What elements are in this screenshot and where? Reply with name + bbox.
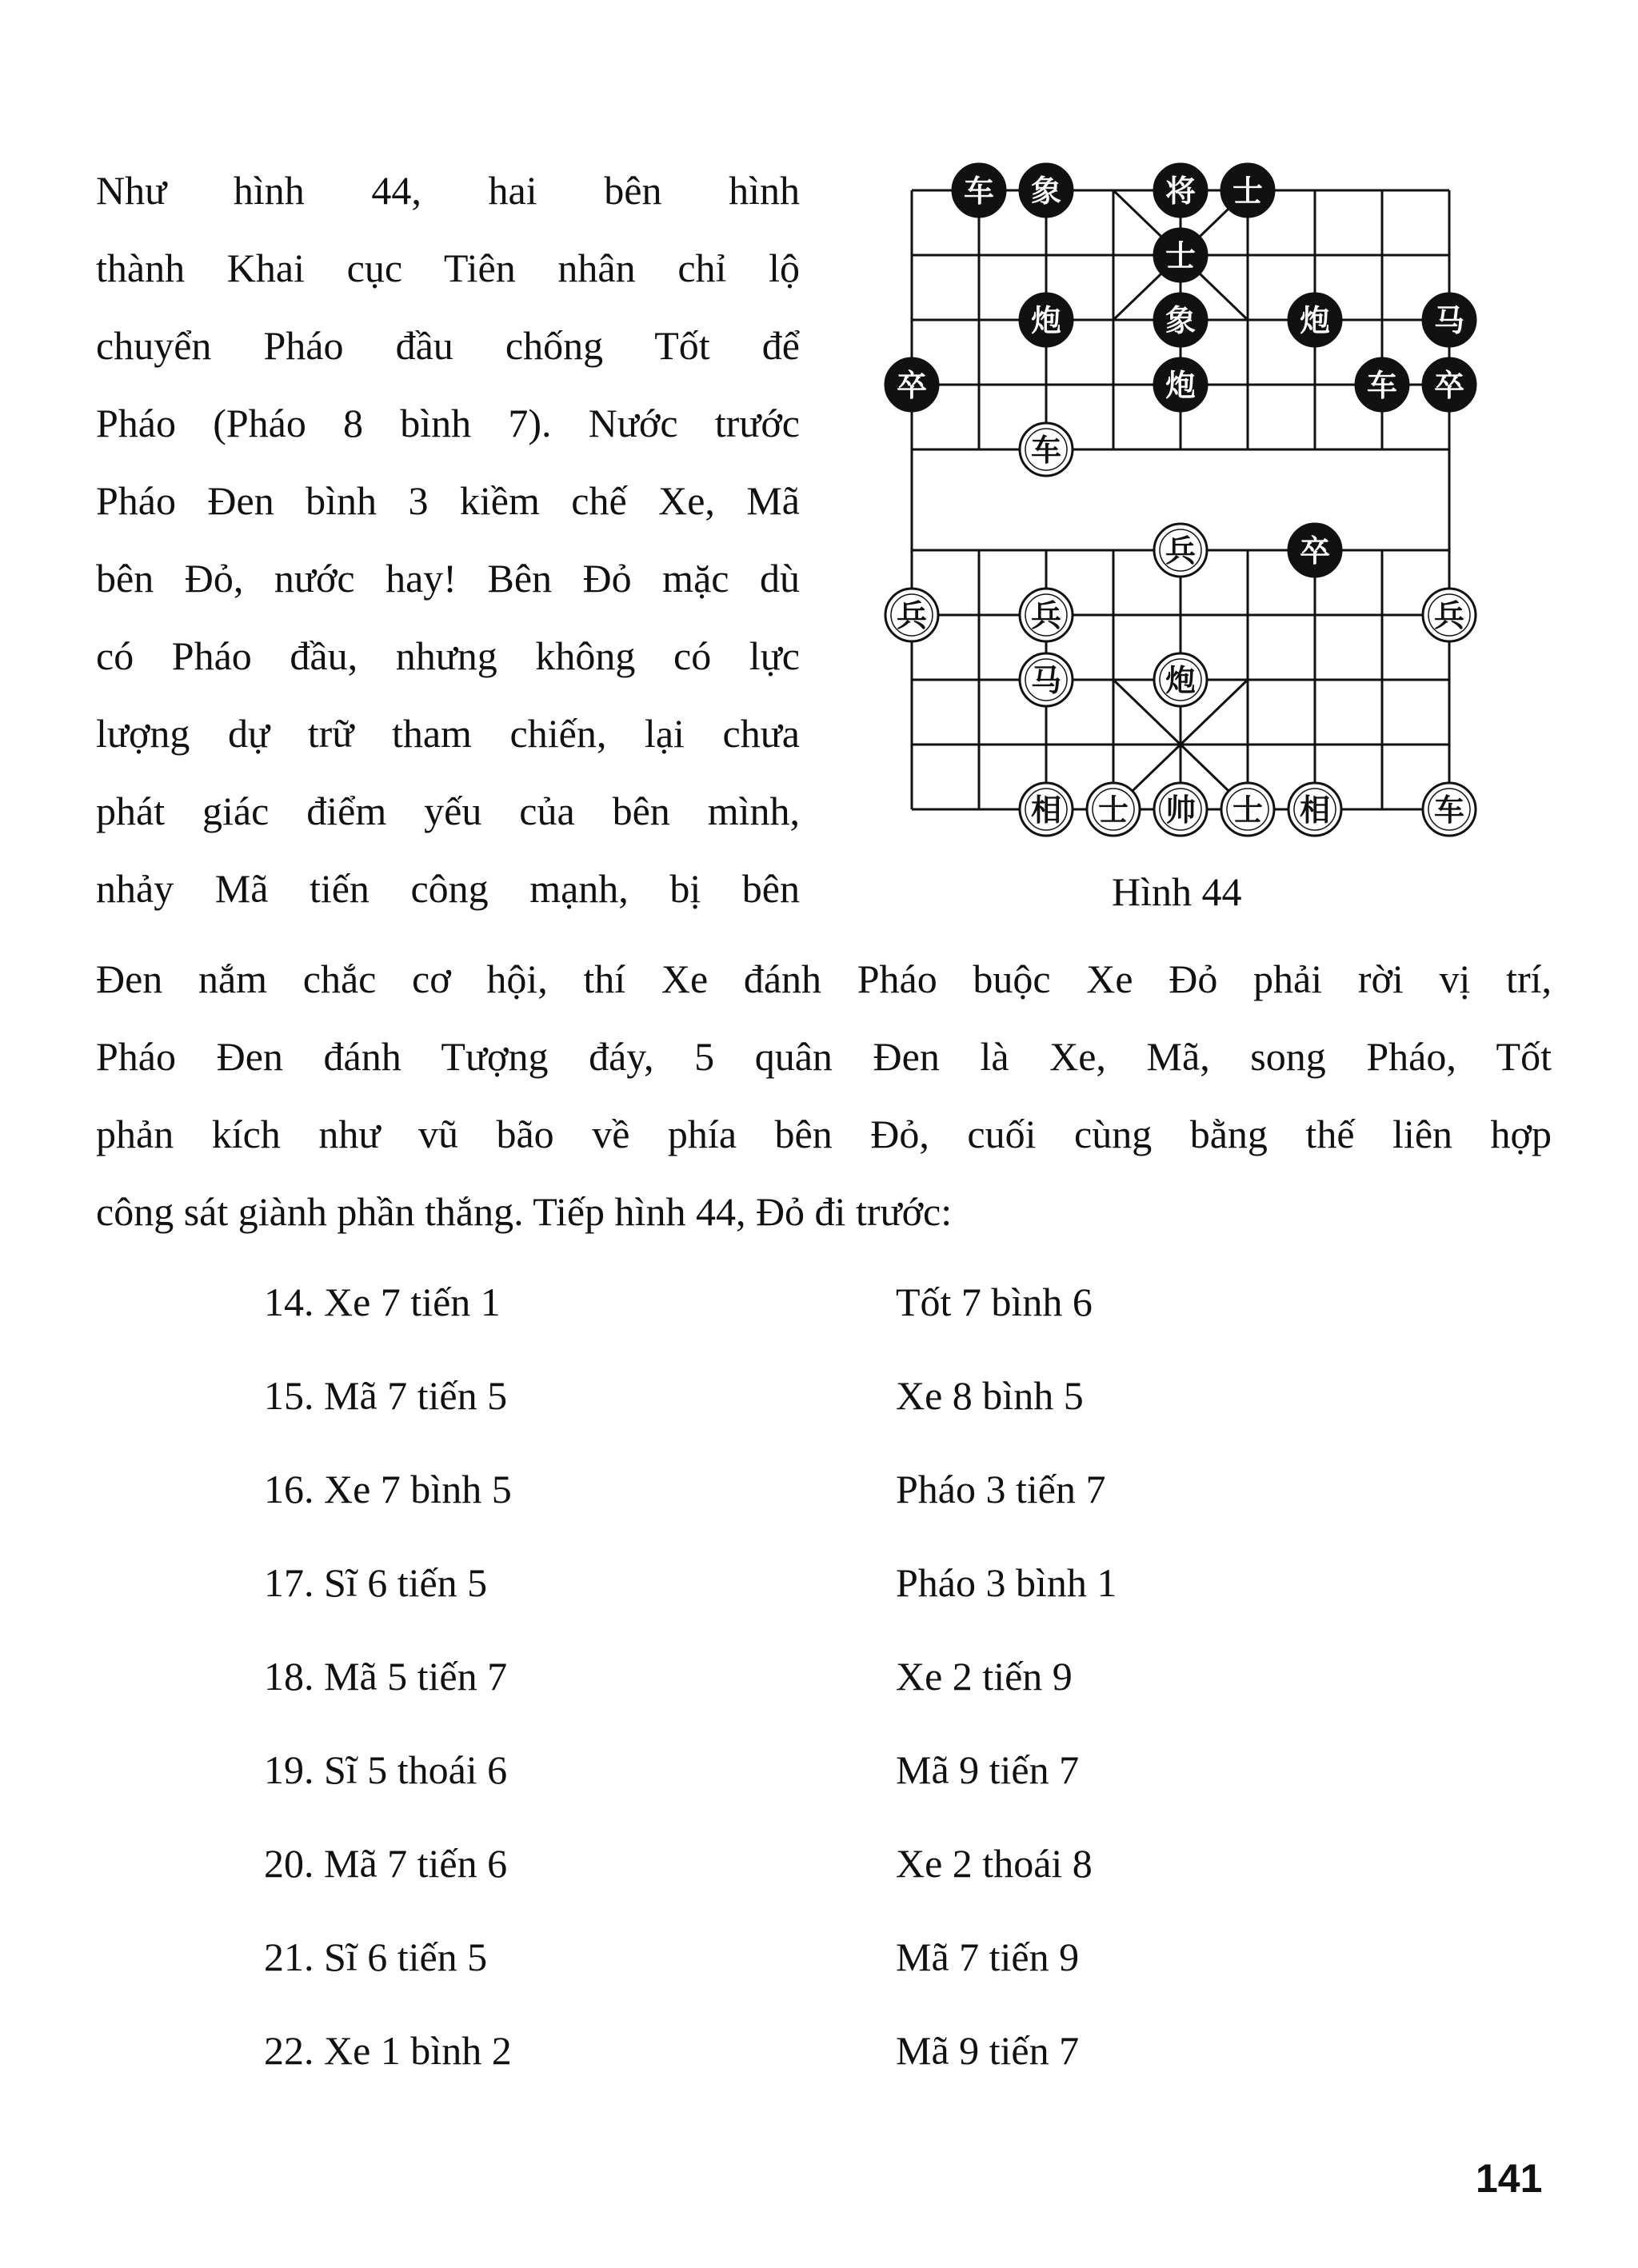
move-black: Xe 8 bình 5 [896,1373,1084,1418]
piece-glyph: 车 [963,174,995,209]
body-line: phản kích như vũ bão về phía bên Đỏ, cuối cùng bằng thế liên hợp [96,1112,1552,1156]
piece-glyph: 炮 [1165,663,1197,698]
piece-glyph: 炮 [1030,303,1062,338]
move-black: Mã 9 tiến 7 [896,1747,1080,1792]
piece-glyph: 帅 [1165,793,1197,828]
intro-line: nhảy Mã tiến công mạnh, bị bên [96,866,800,911]
move-red: 14. Xe 7 tiến 1 [264,1280,501,1324]
move-red: 22. Xe 1 bình 2 [264,2028,512,2073]
piece-glyph: 炮 [1299,303,1331,338]
body-line: Pháo Đen đánh Tượng đáy, 5 quân Đen là Xe, Mã, song Pháo, Tốt [96,1034,1552,1079]
piece-glyph: 相 [1299,793,1331,828]
piece-glyph: 马 [1433,303,1465,338]
intro-line: chuyển Pháo đầu chống Tốt để [96,323,800,368]
move-red: 17. Sĩ 6 tiến 5 [264,1560,488,1605]
piece-glyph: 士 [1232,793,1264,828]
move-red: 20. Mã 7 tiến 6 [264,1841,508,1886]
xiangqi-board [872,152,1496,828]
xiangqi-board-figure [872,152,1496,828]
piece-glyph: 兵 [1030,598,1062,633]
intro-line: phát giác điểm yếu của bên mình, [96,789,800,833]
piece-glyph: 炮 [1165,368,1197,403]
figure-caption: Hình 44 [1112,869,1242,914]
body-line: Đen nắm chắc cơ hội, thí Xe đánh Pháo buộc Xe Đỏ phải rời vị trí, [96,956,1552,1001]
move-black: Pháo 3 bình 1 [896,1560,1117,1605]
piece-glyph: 相 [1030,793,1062,828]
piece-glyph: 士 [1232,174,1264,209]
body-line: công sát giành phần thắng. Tiếp hình 44, Đỏ đi trước: [96,1189,953,1234]
move-black: Mã 9 tiến 7 [896,2028,1080,2073]
piece-glyph: 车 [1030,433,1062,468]
move-black: Mã 7 tiến 9 [896,1935,1080,1979]
intro-line: bên Đỏ, nước hay! Bên Đỏ mặc dù [96,556,800,601]
piece-glyph: 车 [1366,368,1398,403]
piece-glyph: 马 [1030,663,1062,698]
move-black: Xe 2 tiến 9 [896,1654,1073,1699]
piece-glyph: 车 [1433,793,1465,828]
piece-glyph: 士 [1097,793,1129,828]
piece-glyph: 士 [1165,238,1197,274]
piece-glyph: 卒 [1433,368,1465,403]
piece-glyph: 兵 [1165,533,1197,569]
intro-line: lượng dự trữ tham chiến, lại chưa [96,711,800,756]
piece-glyph: 卒 [896,368,928,403]
move-red: 18. Mã 5 tiến 7 [264,1654,508,1699]
intro-line: Pháo (Pháo 8 bình 7). Nước trước [96,401,800,445]
move-red: 16. Xe 7 bình 5 [264,1467,512,1511]
piece-glyph: 兵 [896,598,928,633]
piece-glyph: 将 [1165,174,1197,209]
move-black: Tốt 7 bình 6 [896,1280,1093,1324]
piece-glyph: 卒 [1299,533,1331,569]
move-red: 21. Sĩ 6 tiến 5 [264,1935,488,1979]
intro-line: Pháo Đen bình 3 kiềm chế Xe, Mã [96,478,800,523]
piece-glyph: 兵 [1433,598,1465,633]
intro-line: Như hình 44, hai bên hình [96,168,800,213]
intro-line: có Pháo đầu, nhưng không có lực [96,633,800,678]
piece-glyph: 象 [1030,174,1062,209]
move-red: 15. Mã 7 tiến 5 [264,1373,508,1418]
piece-glyph: 象 [1165,303,1197,338]
move-black: Pháo 3 tiến 7 [896,1467,1106,1511]
move-red: 19. Sĩ 5 thoái 6 [264,1747,508,1792]
page-number: 141 [1476,2156,1543,2201]
move-black: Xe 2 thoái 8 [896,1841,1093,1886]
intro-line: thành Khai cục Tiên nhân chỉ lộ [96,246,800,290]
